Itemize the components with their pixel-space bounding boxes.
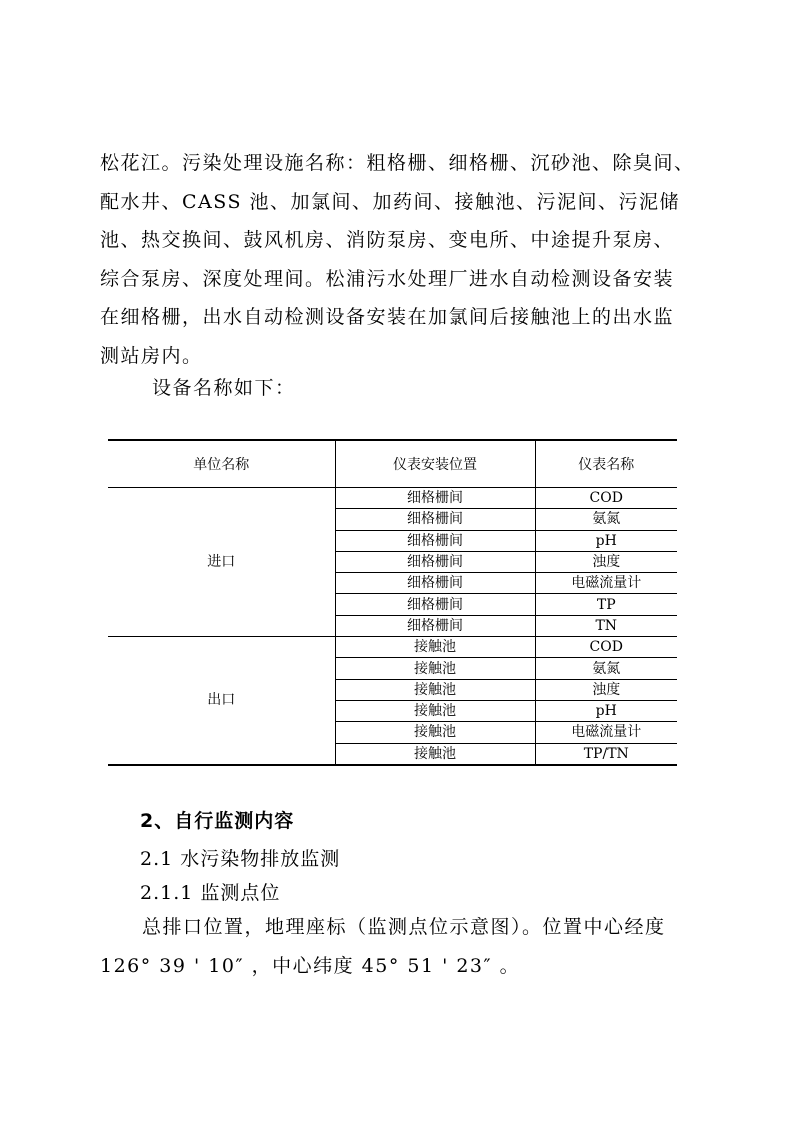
intro-line: 配水井、CASS 池、加氯间、加药间、接触池、污泥间、污泥储 (100, 190, 680, 213)
cell-location: 细格栅间 (335, 530, 535, 551)
section-heading: 2、自行监测内容 (140, 810, 295, 832)
cell-location: 细格栅间 (335, 509, 535, 530)
subsubsection-heading: 2.1.1 监测点位 (140, 882, 281, 904)
cell-location: 细格栅间 (335, 551, 535, 572)
cell-instrument: COD (535, 488, 677, 509)
intro-paragraph (100, 144, 700, 375)
intro-line: 在细格栅，出水自动检测设备安装在加氯间后接触池上的出水监 (100, 306, 675, 328)
cell-instrument: TN (535, 615, 677, 636)
cell-instrument: 氨氮 (535, 658, 677, 679)
cell-location: 细格栅间 (335, 615, 535, 636)
outfall-paragraph (100, 908, 700, 985)
intro-line: 综合泵房、深度处理间。松浦污水处理厂进水自动检测设备安装 (100, 267, 675, 290)
cell-location: 接触池 (335, 679, 535, 700)
equipment-table (108, 439, 677, 766)
cell-location: 接触池 (335, 722, 535, 743)
table-row (108, 637, 677, 658)
group-label-outlet: 出口 (108, 637, 335, 765)
cell-instrument: TP/TN (535, 743, 677, 765)
subsection-heading: 2.1 水污染物排放监测 (140, 848, 341, 870)
outfall-line: 126° 39 ' 10″ ，中心纬度 45° 51 ' 23″ 。 (100, 954, 521, 977)
cell-instrument: pH (535, 530, 677, 551)
table-header-row (108, 440, 677, 488)
cell-instrument: 电磁流量计 (535, 722, 677, 743)
cell-location: 接触池 (335, 658, 535, 679)
outfall-line: 总排口位置，地理座标（监测点位示意图）。位置中心经度 (142, 916, 666, 938)
table-row (108, 488, 677, 509)
intro-line: 池、热交换间、鼓风机房、消防泵房、变电所、中途提升泵房、 (100, 229, 675, 251)
cell-location: 接触池 (335, 700, 535, 721)
intro-line: 松花江。污染处理设施名称：粗格栅、细格栅、沉砂池、除臭间、 (100, 152, 695, 174)
cell-instrument: 浊度 (535, 679, 677, 700)
header-install-location: 仪表安装位置 (335, 440, 535, 488)
cell-location: 细格栅间 (335, 573, 535, 594)
cell-location: 细格栅间 (335, 488, 535, 509)
intro-line: 测站房内。 (100, 344, 203, 367)
cell-instrument: 氨氮 (535, 509, 677, 530)
cell-instrument: COD (535, 637, 677, 658)
group-label-inlet: 进口 (108, 488, 335, 637)
cell-instrument: TP (535, 594, 677, 615)
equipment-intro: 设备名称如下： (152, 377, 296, 399)
header-instrument-name: 仪表名称 (535, 440, 677, 488)
cell-location: 接触池 (335, 637, 535, 658)
header-unit-name: 单位名称 (108, 440, 335, 488)
cell-instrument: pH (535, 700, 677, 721)
cell-instrument: 电磁流量计 (535, 573, 677, 594)
cell-instrument: 浊度 (535, 551, 677, 572)
cell-location: 细格栅间 (335, 594, 535, 615)
cell-location: 接触池 (335, 743, 535, 765)
